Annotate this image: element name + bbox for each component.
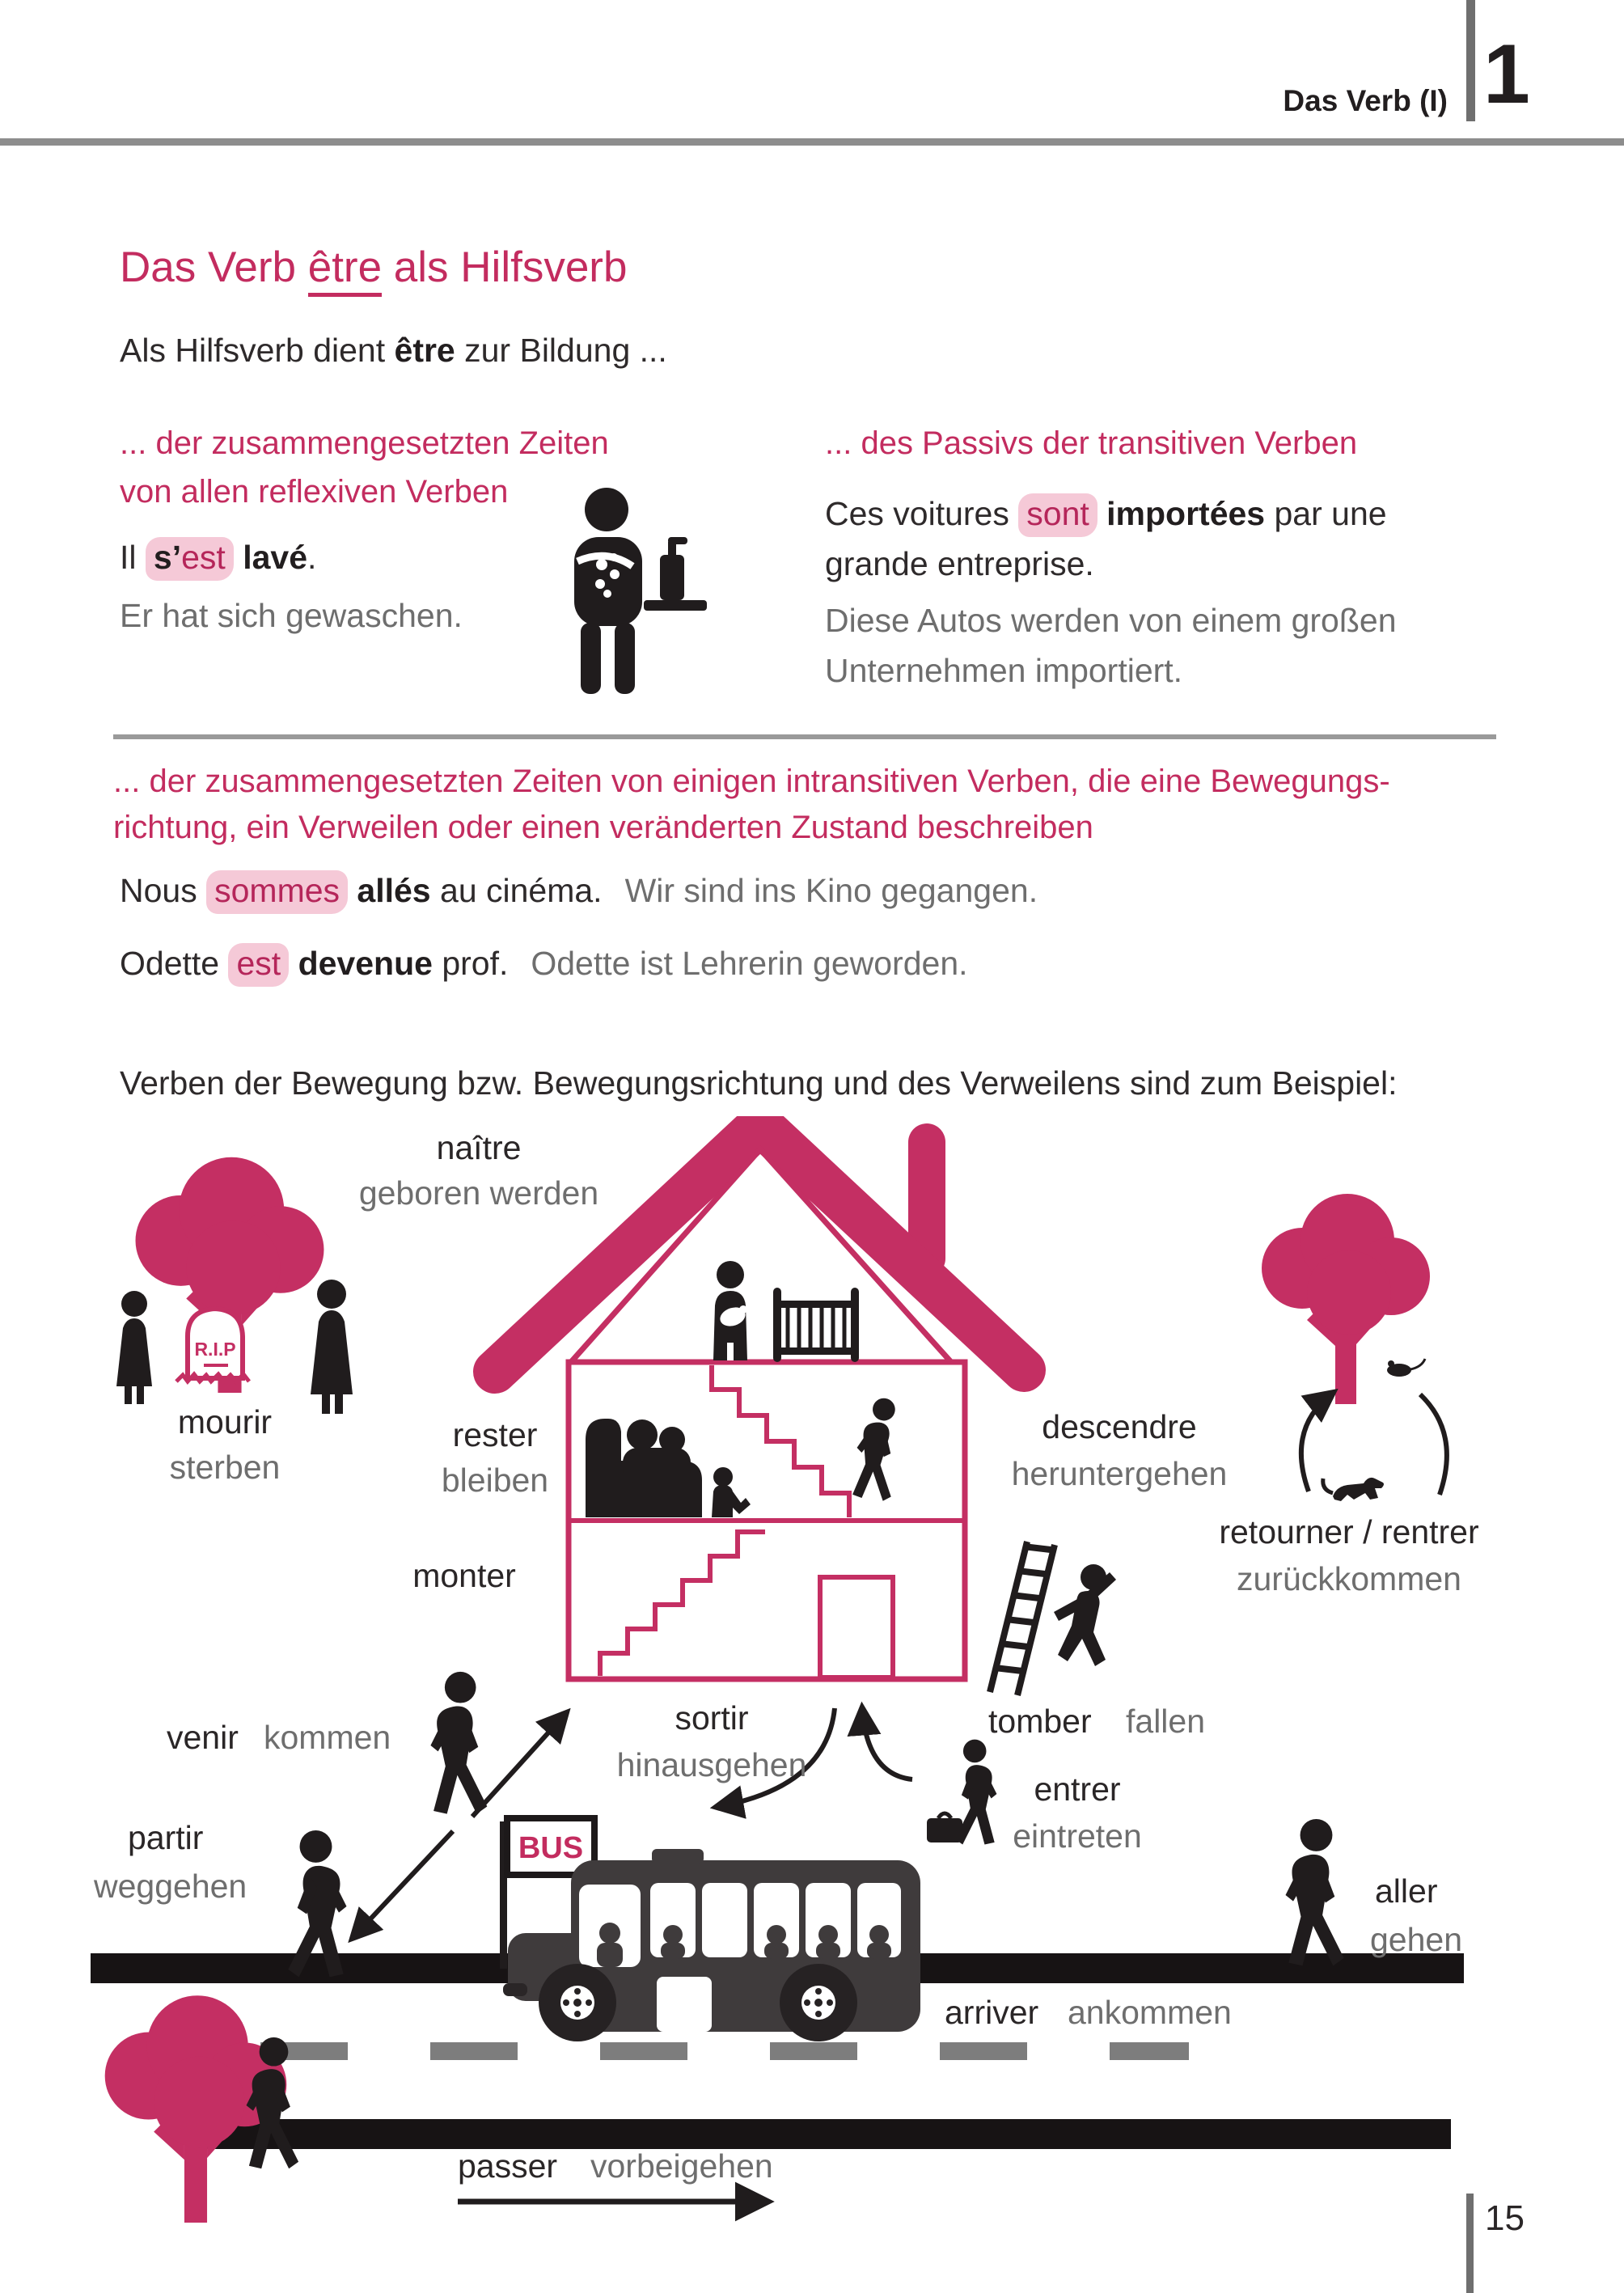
label-descendre-fr: descendre — [1042, 1408, 1197, 1445]
label-mourir-de: sterben — [169, 1449, 281, 1486]
label-monter-fr: monter — [412, 1557, 516, 1594]
page-title — [120, 243, 627, 292]
left-fr-highlight — [146, 537, 234, 581]
example-row — [120, 865, 1038, 916]
label-aller-fr: aller — [1375, 1872, 1438, 1910]
label-entrer-fr: entrer — [1034, 1771, 1121, 1808]
label-sortir-de: hinausgehen — [616, 1746, 807, 1783]
label-entrer-de: eintreten — [1013, 1817, 1142, 1855]
house-door — [820, 1577, 893, 1677]
example-highlight: est — [228, 943, 289, 987]
briefcase-icon — [927, 1813, 962, 1842]
title-post: als Hilfsverb — [382, 243, 628, 291]
intro-pre: Als Hilfsverb dient — [120, 332, 395, 369]
washing-person-icon — [531, 480, 717, 707]
diagram-intro: Verben der Bewegung bzw. Bewegungsrichtung und des Verweilens sind zum Beispiel: — [120, 1064, 1398, 1102]
page-number: 15 — [1485, 2198, 1525, 2238]
example-pre: Nous — [120, 872, 207, 909]
left-fr-bold-prefix: s’ — [153, 539, 182, 576]
cat-icon — [1323, 1478, 1384, 1501]
left-fr-verb: est — [181, 539, 226, 576]
label-naitre-de: geboren werden — [358, 1174, 599, 1212]
mouse-icon — [1387, 1359, 1425, 1377]
partir-arrow — [353, 1831, 453, 1938]
footer-divider-bar — [1466, 2194, 1474, 2293]
right-fr-verb: sont — [1018, 493, 1097, 537]
example-bold: devenue — [289, 945, 433, 982]
venir-arrow — [472, 1713, 566, 1817]
cycle-arrow-left — [1301, 1393, 1333, 1491]
house-roof — [495, 1124, 1024, 1372]
gravestone-text: R.I.P — [194, 1339, 236, 1360]
left-example-de: Er hat sich gewaschen. — [120, 597, 463, 634]
example-row — [120, 938, 968, 988]
label-venir-fr: venir — [167, 1719, 239, 1756]
left-column-heading: ... der zusammengesetzten Zeiten von allen reflexiven Verben — [120, 425, 609, 510]
intro-post: zur Bildung ... — [455, 332, 667, 369]
intro-keyword: être — [394, 332, 455, 369]
left-fr-end: . — [307, 539, 317, 576]
label-passer-de: vorbeigehen — [590, 2147, 773, 2185]
label-aller-de: gehen — [1370, 1921, 1463, 1958]
ladder-icon — [990, 1542, 1055, 1695]
label-mourir-fr: mourir — [177, 1403, 273, 1441]
venir-person-icon — [430, 1672, 487, 1814]
label-arriver-fr: arriver — [945, 1994, 1039, 2031]
example-pre: Odette — [120, 945, 229, 982]
bus-sign-text: BUS — [518, 1831, 584, 1865]
example-end: au cinéma. — [430, 872, 603, 909]
right-fr-pre: Ces voitures — [825, 495, 1019, 532]
right-example-fr — [825, 489, 1415, 589]
right-example-de: Diese Autos werden von einem großen Unternehmen importiert. — [825, 602, 1397, 689]
label-sortir-fr: sortir — [675, 1699, 749, 1737]
title-keyword: être — [308, 243, 382, 297]
chapter-divider-bar — [1466, 0, 1475, 121]
left-fr-pre: Il — [120, 539, 146, 576]
crib-icon — [773, 1288, 859, 1362]
label-tomber-de: fallen — [1126, 1703, 1206, 1740]
example-translation: Odette ist Lehrerin geworden. — [531, 945, 968, 982]
header-section-title: Das Verb (I) — [1283, 84, 1448, 117]
label-retourner-fr: retourner / rentrer — [1219, 1513, 1479, 1551]
label-passer-fr: passer — [458, 2147, 558, 2185]
label-partir-de: weggehen — [94, 1868, 247, 1905]
bus-wheel-icon — [539, 1964, 616, 2041]
road-lower-edge — [192, 2119, 1451, 2149]
example-translation: Wir sind ins Kino gegangen. — [624, 872, 1038, 909]
label-venir-de: kommen — [264, 1719, 391, 1756]
label-tomber-fr: tomber — [988, 1703, 1092, 1740]
label-descendre-de: heruntergehen — [1011, 1455, 1228, 1492]
motion-verbs-illustration — [0, 1116, 1624, 2293]
example-end: prof. — [432, 945, 509, 982]
left-fr-bold-suffix: lavé — [233, 539, 308, 576]
falling-person-icon — [1054, 1564, 1116, 1666]
intro-sentence — [120, 325, 667, 375]
gravestone-icon — [176, 1309, 249, 1381]
left-example-fr — [120, 532, 316, 582]
label-arriver-de: ankommen — [1068, 1994, 1232, 2031]
example-highlight: sommes — [206, 870, 348, 914]
label-rester-de: bleiben — [441, 1462, 549, 1499]
right-fr-bold: importées — [1097, 495, 1266, 532]
parent-with-baby-icon — [713, 1261, 748, 1360]
cycle-arrow-right — [1420, 1394, 1447, 1495]
right-column-heading: ... des Passivs der transitiven Verben — [825, 425, 1358, 461]
chapter-number: 1 — [1483, 27, 1530, 121]
header-rule — [0, 138, 1624, 146]
right-fr-end: par une grande entreprise. — [825, 495, 1387, 582]
title-pre: Das Verb — [120, 243, 308, 291]
section2-heading-line1: ... der zusammengesetzten Zeiten von einigen intransitiven Verben, die eine Bewegungs- — [113, 764, 1390, 799]
example-bold: allés — [348, 872, 431, 909]
label-naitre-fr: naître — [436, 1129, 522, 1166]
entrer-arrow — [862, 1708, 912, 1779]
aller-person-icon — [1286, 1819, 1344, 1965]
section2-heading-line2: richtung, ein Verweilen oder einen veränderten Zustand beschreiben — [113, 810, 1093, 845]
label-partir-fr: partir — [128, 1819, 204, 1856]
bus-wheel-icon — [780, 1964, 857, 2041]
label-rester-fr: rester — [452, 1416, 538, 1453]
mourner-icon — [311, 1280, 353, 1414]
mourner-icon — [116, 1291, 152, 1404]
house-icon — [569, 1362, 965, 1679]
label-retourner-de: zurückkommen — [1237, 1560, 1461, 1597]
section-divider — [113, 734, 1496, 739]
